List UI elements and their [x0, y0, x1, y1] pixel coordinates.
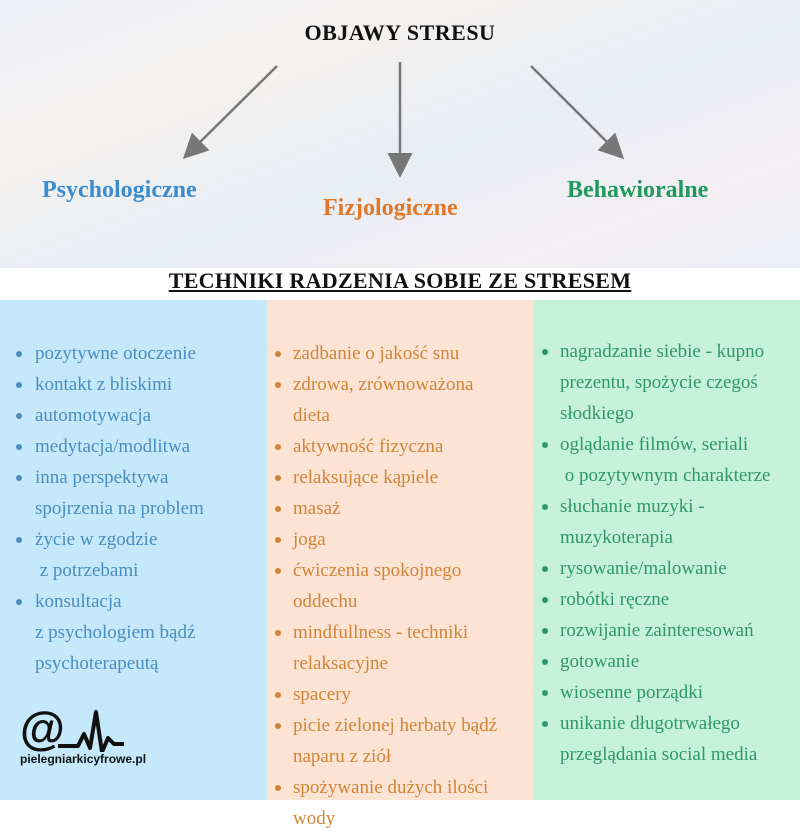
list-item-text: z potrzebami [35, 560, 139, 581]
list-item-text: słuchanie muzyki - [560, 496, 705, 517]
list-item-text: picie zielonej herbaty bądź [293, 715, 498, 736]
list-item [0, 586, 267, 679]
list-item [267, 679, 533, 710]
category-psychologiczne: Psychologiczne [42, 177, 197, 203]
arrows [0, 0, 800, 268]
list-item [267, 710, 533, 772]
list-item-text: kontakt z bliskimi [35, 374, 173, 395]
list-item-text: wiosenne porządki [560, 682, 703, 703]
list-item-text: relaksujące kąpiele [293, 467, 439, 488]
list-item-text: rysowanie/malowanie [560, 558, 727, 579]
list-item-text: inna perspektywa [35, 467, 169, 488]
list-item [533, 491, 800, 553]
list-item [267, 617, 533, 679]
list-item [267, 493, 533, 524]
list-item [533, 615, 800, 646]
list-item-text: aktywność fizyczna [293, 436, 444, 457]
list-item-text: psychoterapeutą [35, 653, 159, 674]
list-item-text: wody [293, 808, 336, 829]
list-item-text: oglądanie filmów, seriali [560, 434, 749, 455]
list-item [533, 708, 800, 770]
list-item [267, 555, 533, 617]
list-item [267, 431, 533, 462]
list-item-text: nagradzanie siebie - kupno [560, 341, 765, 362]
list-item-text: zadbanie o jakość snu [293, 343, 460, 364]
list-item-text: prezentu, spożycie czegoś [560, 372, 758, 393]
category-fizjologiczne: Fizjologiczne [323, 195, 458, 221]
arrow-left [190, 66, 277, 152]
list-item-text: spojrzenia na problem [35, 498, 204, 519]
list-item-text: oddechu [293, 591, 358, 612]
list-item-text: mindfullness - techniki [293, 622, 469, 643]
list-item-text: słodkiego [560, 403, 634, 424]
list-item-text: zdrowa, zrównoważona [293, 374, 474, 395]
list-item-text: medytacja/modlitwa [35, 436, 191, 457]
list-item-text: konsultacja [35, 591, 122, 612]
list-item-text: ćwiczenia spokojnego [293, 560, 462, 581]
list-item [0, 524, 267, 586]
list-item-text: masaż [293, 498, 341, 519]
logo-url: pielegniarkicyfrowe.pl [20, 752, 147, 766]
svg-text:@: @ [20, 708, 65, 752]
list-item-text: robótki ręczne [560, 589, 670, 610]
logo [20, 708, 150, 766]
list-item [533, 553, 800, 584]
list-item-text: pozytywne otoczenie [35, 343, 196, 364]
list-item-text: spożywanie dużych ilości [293, 777, 489, 798]
list-item-text: relaksacyjne [293, 653, 388, 674]
list-item-text: naparu z ziół [293, 746, 392, 767]
list-item-text: o pozytywnym charakterze [560, 465, 771, 486]
list-item-text: z psychologiem bądź [35, 622, 196, 643]
list-item [533, 646, 800, 677]
list-item-text: unikanie długotrwałego [560, 713, 740, 734]
subtitle: TECHNIKI RADZENIA SOBIE ZE STRESEM [168, 268, 632, 293]
list-item [533, 677, 800, 708]
diagram-title: OBJAWY STRESU [304, 20, 496, 45]
list-item [0, 400, 267, 431]
list-item [0, 338, 267, 369]
list-item-text: życie w zgodzie [35, 529, 158, 550]
at-heartbeat-logo-icon [20, 708, 130, 752]
list-item [0, 369, 267, 400]
list-item [533, 336, 800, 429]
list-item [533, 584, 800, 615]
list-item [267, 772, 533, 834]
list-item-text: spacery [293, 684, 352, 705]
list-item-text: automotywacja [35, 405, 152, 426]
list-item [267, 338, 533, 369]
list-item-text: dieta [293, 405, 330, 426]
category-behawioralne: Behawioralne [567, 177, 709, 203]
list-item [533, 429, 800, 491]
list-item [0, 431, 267, 462]
column-behavioral [533, 300, 800, 800]
list-item [267, 369, 533, 431]
list-item-text: przeglądania social media [560, 744, 758, 765]
list-item-text: joga [293, 529, 326, 550]
column-physiological [267, 300, 533, 829]
list-item [0, 462, 267, 524]
list-item-text: rozwijanie zainteresowań [560, 620, 754, 641]
list-item-text: gotowanie [560, 651, 640, 672]
arrow-right [531, 66, 617, 152]
list-item [267, 524, 533, 555]
list-item [267, 462, 533, 493]
list-item-text: muzykoterapia [560, 527, 673, 548]
